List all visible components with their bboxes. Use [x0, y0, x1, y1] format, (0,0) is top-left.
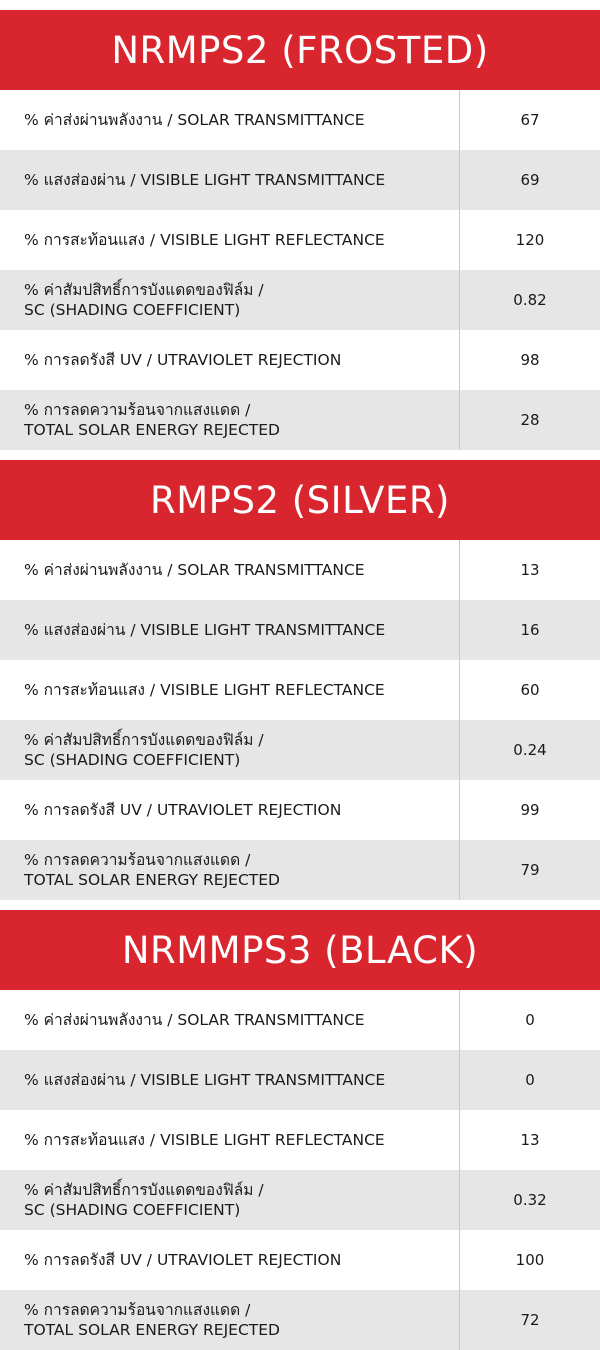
- table-row: [0, 1230, 600, 1290]
- row-value: 16: [520, 621, 540, 639]
- row-label: % การลดรังสี UV / UTRAVIOLET REJECTION: [24, 1251, 342, 1269]
- row-value: 79: [520, 861, 540, 879]
- row-label: % การลดรังสี UV / UTRAVIOLET REJECTION: [24, 801, 342, 819]
- table-row: [0, 1050, 600, 1110]
- table-row: [0, 1170, 600, 1230]
- row-value: 60: [520, 681, 540, 699]
- table-row: [0, 270, 600, 330]
- row-value: 67: [520, 111, 540, 129]
- table-row: [0, 1290, 600, 1350]
- row-value: 0.82: [513, 291, 547, 309]
- row-label: % ค่าส่งผ่านพลังงาน / SOLAR TRANSMITTANCE: [24, 111, 365, 129]
- spec-table: [0, 540, 600, 900]
- row-value: 99: [520, 801, 540, 819]
- row-label: % การสะท้อนแสง / VISIBLE LIGHT REFLECTANCE: [24, 681, 385, 699]
- table-row: [0, 720, 600, 780]
- product-section-black: [0, 910, 600, 1350]
- row-value: 69: [520, 171, 540, 189]
- table-row: [0, 660, 600, 720]
- row-value: 0.32: [513, 1191, 547, 1209]
- row-label: % การลดความร้อนจากแสงแดด / TOTAL SOLAR ENERGY REJECTED: [24, 1301, 280, 1339]
- row-value: 28: [520, 411, 540, 429]
- row-label: % ค่าสัมปสิทธิ์การบังแดดของฟิล์ม / SC (SHADING COEFFICIENT): [24, 731, 264, 769]
- row-value: 120: [515, 231, 545, 249]
- table-row: [0, 600, 600, 660]
- row-value: 0: [525, 1071, 535, 1089]
- product-section-frosted: [0, 10, 600, 450]
- table-row: [0, 150, 600, 210]
- section-title: RMPS2 (SILVER): [0, 460, 600, 540]
- table-row: [0, 1110, 600, 1170]
- row-value: 0: [525, 1011, 535, 1029]
- row-label: % การลดความร้อนจากแสงแดด / TOTAL SOLAR ENERGY REJECTED: [24, 401, 280, 439]
- table-row: [0, 330, 600, 390]
- row-label: % ค่าส่งผ่านพลังงาน / SOLAR TRANSMITTANCE: [24, 561, 365, 579]
- row-label: % ค่าสัมปสิทธิ์การบังแดดของฟิล์ม / SC (SHADING COEFFICIENT): [24, 1181, 264, 1219]
- row-label: % การลดความร้อนจากแสงแดด / TOTAL SOLAR ENERGY REJECTED: [24, 851, 280, 889]
- row-label: % แสงส่องผ่าน / VISIBLE LIGHT TRANSMITTANCE: [24, 1071, 386, 1089]
- row-label: % แสงส่องผ่าน / VISIBLE LIGHT TRANSMITTANCE: [24, 171, 386, 189]
- row-value: 13: [520, 1131, 540, 1149]
- row-label: % การสะท้อนแสง / VISIBLE LIGHT REFLECTANCE: [24, 1131, 385, 1149]
- section-title: NRMMPS3 (BLACK): [0, 910, 600, 990]
- row-value: 100: [515, 1251, 545, 1269]
- spec-table: [0, 90, 600, 450]
- row-value: 98: [520, 351, 540, 369]
- row-value: 72: [520, 1311, 540, 1329]
- row-label: % การสะท้อนแสง / VISIBLE LIGHT REFLECTANCE: [24, 231, 385, 249]
- table-row: [0, 840, 600, 900]
- table-row: [0, 540, 600, 600]
- table-row: [0, 990, 600, 1050]
- table-row: [0, 210, 600, 270]
- product-section-silver: [0, 460, 600, 900]
- section-title: NRMPS2 (FROSTED): [0, 10, 600, 90]
- row-label: % ค่าส่งผ่านพลังงาน / SOLAR TRANSMITTANCE: [24, 1011, 365, 1029]
- row-label: % ค่าสัมปสิทธิ์การบังแดดของฟิล์ม / SC (SHADING COEFFICIENT): [24, 281, 264, 319]
- row-value: 13: [520, 561, 540, 579]
- table-row: [0, 390, 600, 450]
- row-label: % แสงส่องผ่าน / VISIBLE LIGHT TRANSMITTANCE: [24, 621, 386, 639]
- table-row: [0, 90, 600, 150]
- table-row: [0, 780, 600, 840]
- row-value: 0.24: [513, 741, 547, 759]
- spec-table: [0, 990, 600, 1350]
- row-label: % การลดรังสี UV / UTRAVIOLET REJECTION: [24, 351, 342, 369]
